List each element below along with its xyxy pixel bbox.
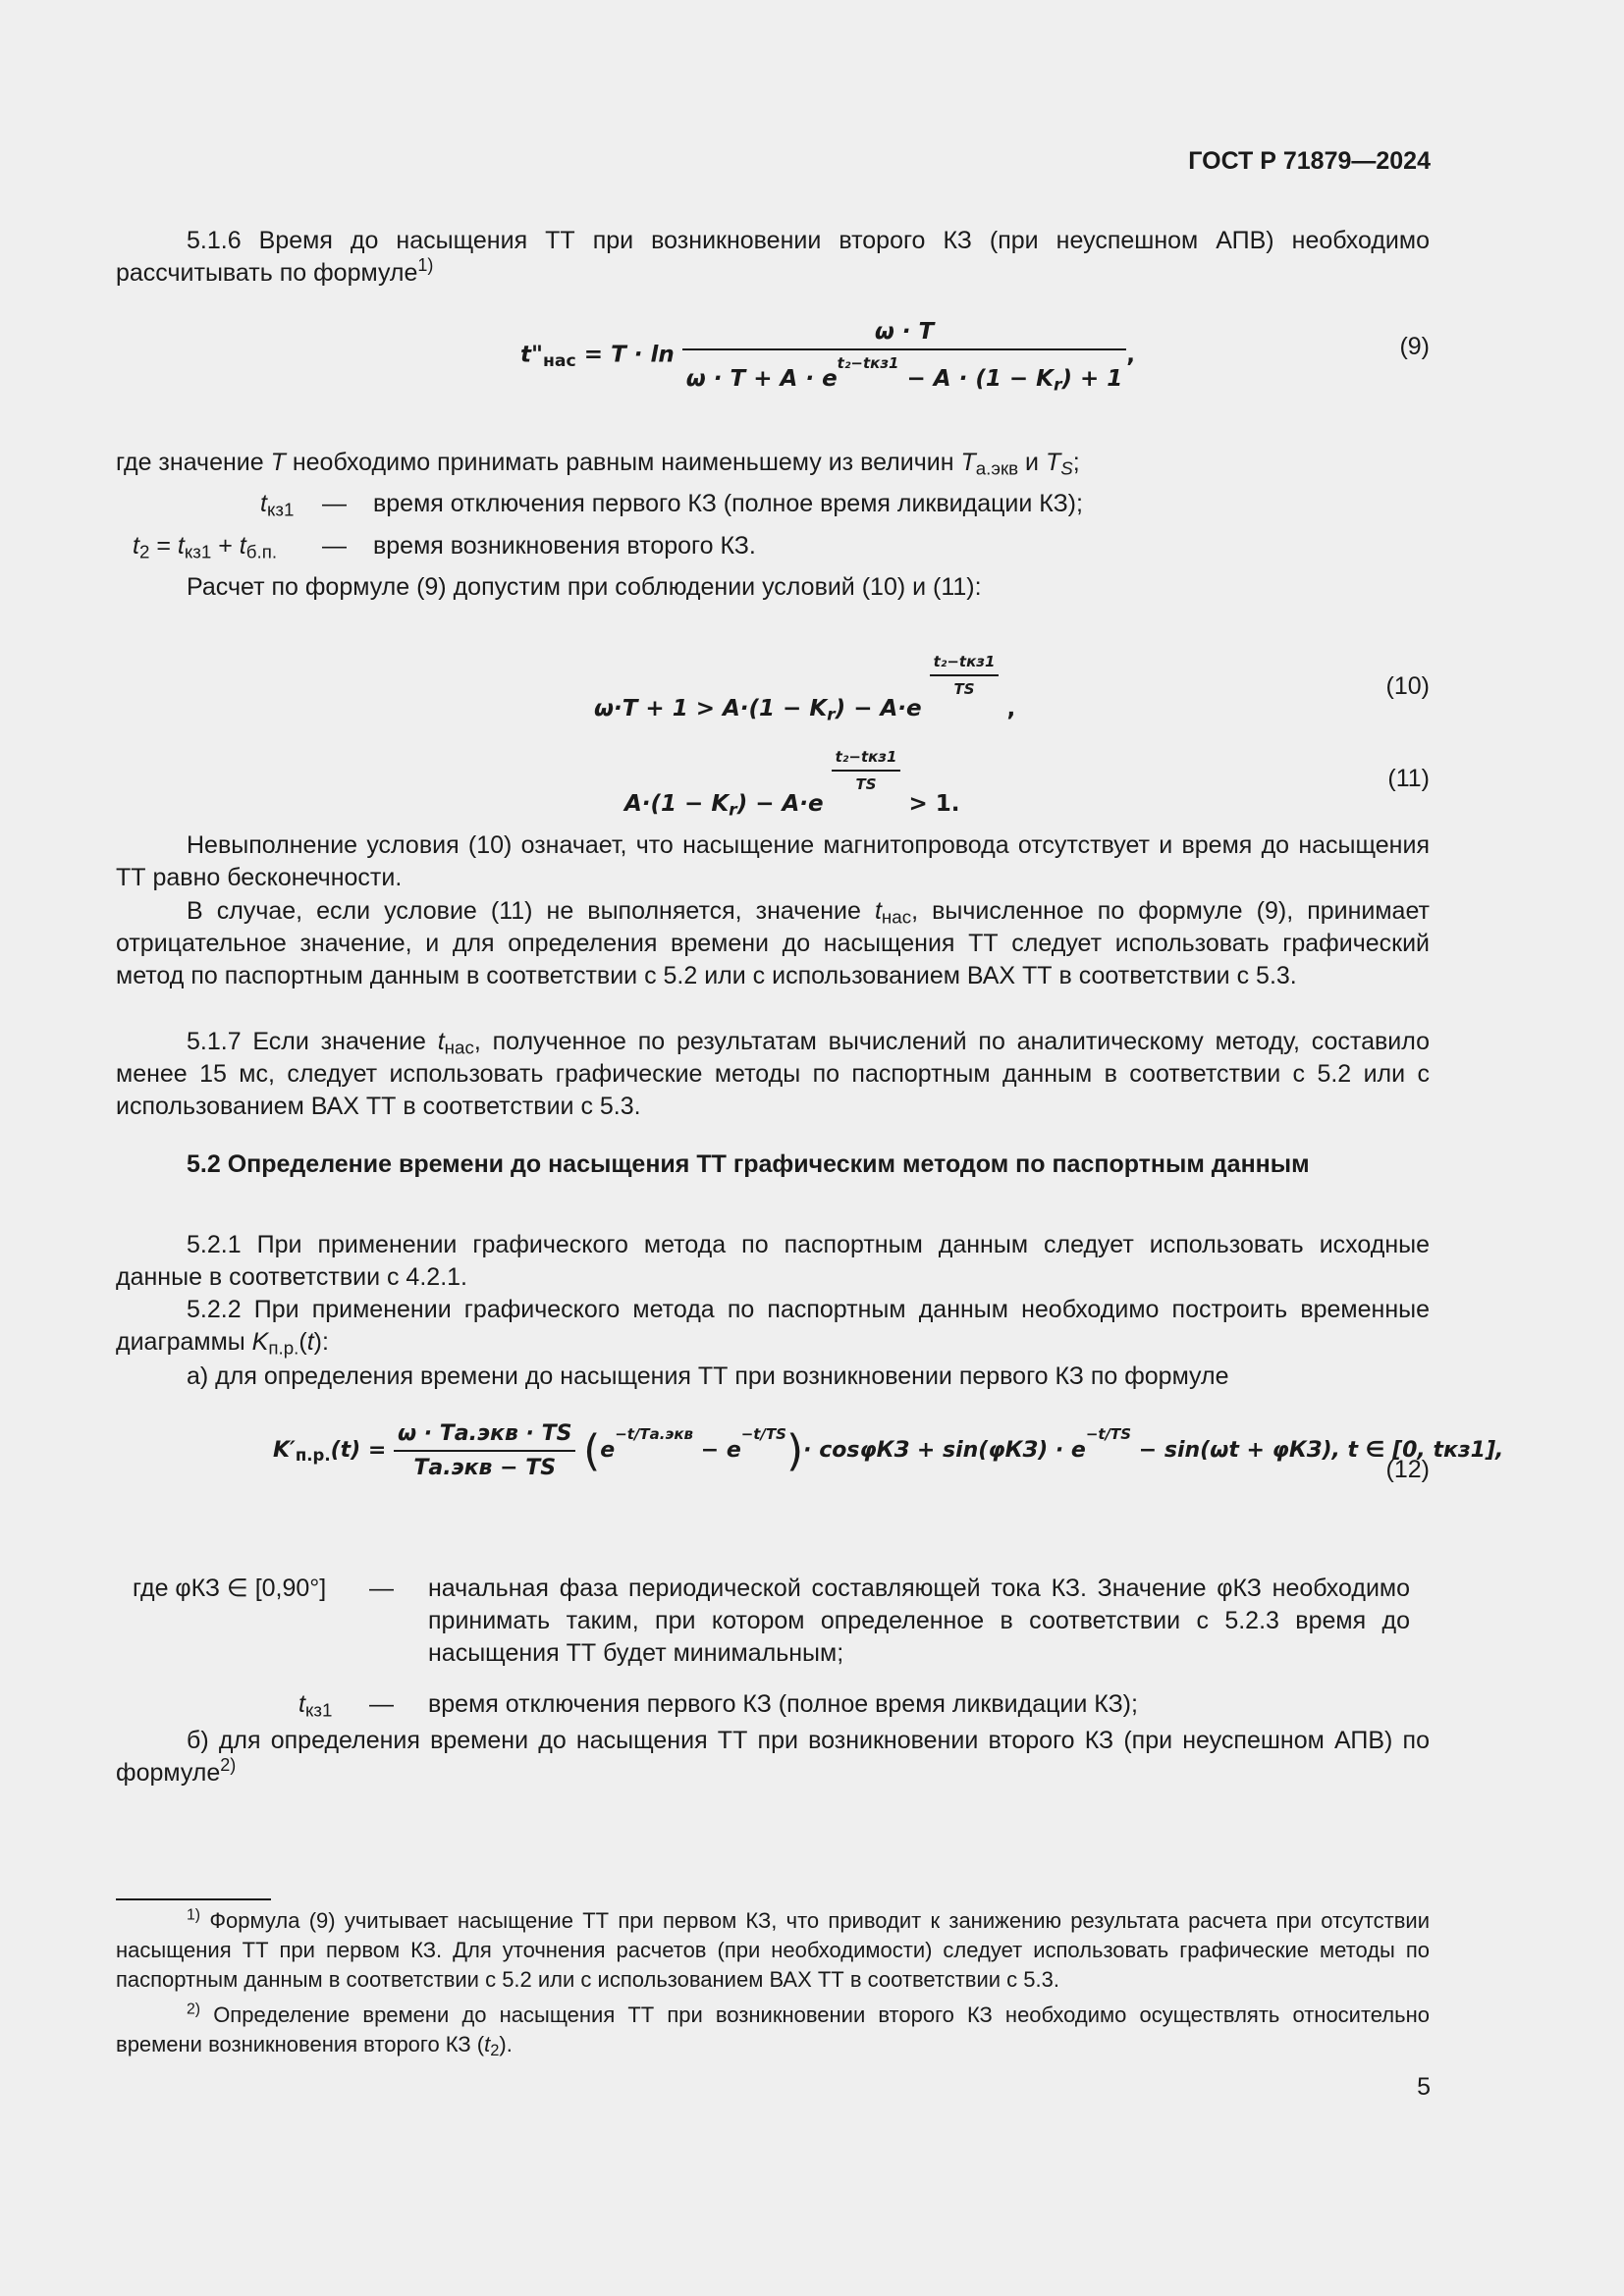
footnote-ref-1[interactable]: 1) <box>417 255 434 276</box>
page-number: 5 <box>1417 2073 1431 2101</box>
footnote-separator <box>116 1898 271 1900</box>
paragraph-5-1-7: 5.1.7 Если значение $t_{нас}$, полученное по результатам вычислений по аналитическому методу, составило менее 15 мс, следует использовать графические методы по паспортным данным в соответствии с 5.2 или с использованием ВАХ ТТ в соответствии с 5.3. <box>116 1028 1430 1120</box>
formula-12: $K'_{п.р.}(t)$ = $\frac{\text{ω · Tа.экв · TS}}{\text{Tа.экв − TS}}$ $(e^{-t/Tа.экв} - e^{-t/TS})\cdot \cos\varphi КЗ + \sin(\varphi КЗ) \cdot e^{-t/TS} - \sin(\omega t + \varphi КЗ)$, t ∈ [0, tкз1], <box>273 1421 1504 1480</box>
list-item-a: а) для определения времени до насыщения ТТ при возникновении первого КЗ по формуле <box>187 1362 1229 1390</box>
def-text-tkz1-2: время отключения первого КЗ (полное время ликвидации КЗ); <box>428 1690 1138 1718</box>
def-term-tkz1-2: $t_{кз1}$ <box>298 1690 333 1721</box>
def-dash: — <box>369 1690 394 1718</box>
footnote-2: $^{2)}$ Определение времени до насыщения ТТ при возникновении второго КЗ необходимо осуществлять относительно времени возникновения второго КЗ $(t_2)$. <box>116 2001 1430 2060</box>
paragraph-condition-11: В случае, если условие (11) не выполняется, значение $t_{нас}$, вычисленное по формуле (9), принимает отрицательное значение, и для определения времени до насыщения ТТ следует использовать графический метод по паспортным данным в соответствии с 5.2 или с использованием ВАХ ТТ в соответствии с 5.3. <box>116 897 1430 989</box>
def-text-t2: время возникновения второго КЗ. <box>373 532 756 560</box>
def-dash: — <box>369 1575 394 1602</box>
document-header: ГОСТ Р 71879—2024 <box>1188 147 1431 175</box>
formula-10: $\omega\cdot T + 1 > A\cdot(1 - K_r) - A\cdot e$ $\frac{\text{t₂−tкз1}}{TS}$ , <box>594 653 1016 725</box>
paragraph-5-1-6: 5.1.6 Время до насыщения ТТ при возникновении второго КЗ (при неуспешном АПВ) необходимо рассчитывать по формуле$^{1)}$ <box>116 227 1430 287</box>
where-t-definition: где значение T необходимо принимать равным наименьшему из величин $T_{а.экв}$ и $T_S$; <box>116 449 1080 479</box>
footnote-1: $^{1)}$ Формула (9) учитывает насыщение ТТ при первом КЗ, что приводит к занижению результата расчета при отсутствии насыщения ТТ при первом КЗ. Для уточнения расчетов (при необходимости) следует использовать графические методы по паспортным данным в соответствии с 5.2 или с использованием ВАХ ТТ в соответствии с 5.3. <box>116 1906 1430 1992</box>
equation-number-9: (9) <box>1399 333 1430 360</box>
def-text-phi: начальная фаза периодической составляющей тока КЗ. Значение φКЗ необходимо принимать таким, при котором определенное в соответствии с 5.2.3 время до насыщения ТТ будет минимальным; <box>428 1575 1410 1667</box>
def-term-phi: где φКЗ ∈ [0,90°] <box>133 1575 327 1602</box>
equation-number-12: (12) <box>1385 1456 1430 1483</box>
footnote-ref-2[interactable]: 2) <box>220 1755 237 1776</box>
paragraph-no-condition-10: Невыполнение условия (10) означает, что насыщение магнитопровода отсутствует и время до насыщения ТТ равно бесконечности. <box>116 831 1430 891</box>
paragraph-5-2-2: 5.2.2 При применении графического метода по паспортным данным необходимо построить временные диаграммы $K_{п.р.}(t)$: <box>116 1296 1430 1359</box>
formula-11: $A\cdot(1 - K_r) - A\cdot e$ $\frac{\text{t₂−tкз1}}{TS}$ > 1. <box>624 748 960 821</box>
equation-number-10: (10) <box>1385 672 1430 700</box>
def-dash: — <box>322 490 347 517</box>
section-heading-5-2: 5.2 Определение времени до насыщения ТТ графическим методом по паспортным данным <box>187 1150 1310 1178</box>
def-term-t2: $t_2 = t_{кз1} + t_{б.п.}$ <box>133 532 278 562</box>
formula-9: $t"_{нас} = T \cdot \ln$ $\frac{\omega \cdot T}{\omega \cdot T + A \cdot e^{t_2-tкз1} - A \cdot (1 - K_r) + 1}$ , <box>520 319 1136 396</box>
equation-number-11: (11) <box>1387 765 1430 792</box>
def-text-tkz1: время отключения первого КЗ (полное время ликвидации КЗ); <box>373 490 1083 517</box>
def-dash: — <box>322 532 347 560</box>
paragraph-5-2-1: 5.2.1 При применении графического метода по паспортным данным следует использовать исходные данные в соответствии с 4.2.1. <box>116 1231 1430 1291</box>
list-item-b: б) для определения времени до насыщения ТТ при возникновении второго КЗ (при неуспешном АПВ) по формуле$^{2)}$ <box>116 1727 1430 1787</box>
conditions-intro: Расчет по формуле (9) допустим при соблюдении условий (10) и (11): <box>187 573 982 601</box>
def-term-tkz1: $t_{кз1}$ <box>260 490 295 520</box>
